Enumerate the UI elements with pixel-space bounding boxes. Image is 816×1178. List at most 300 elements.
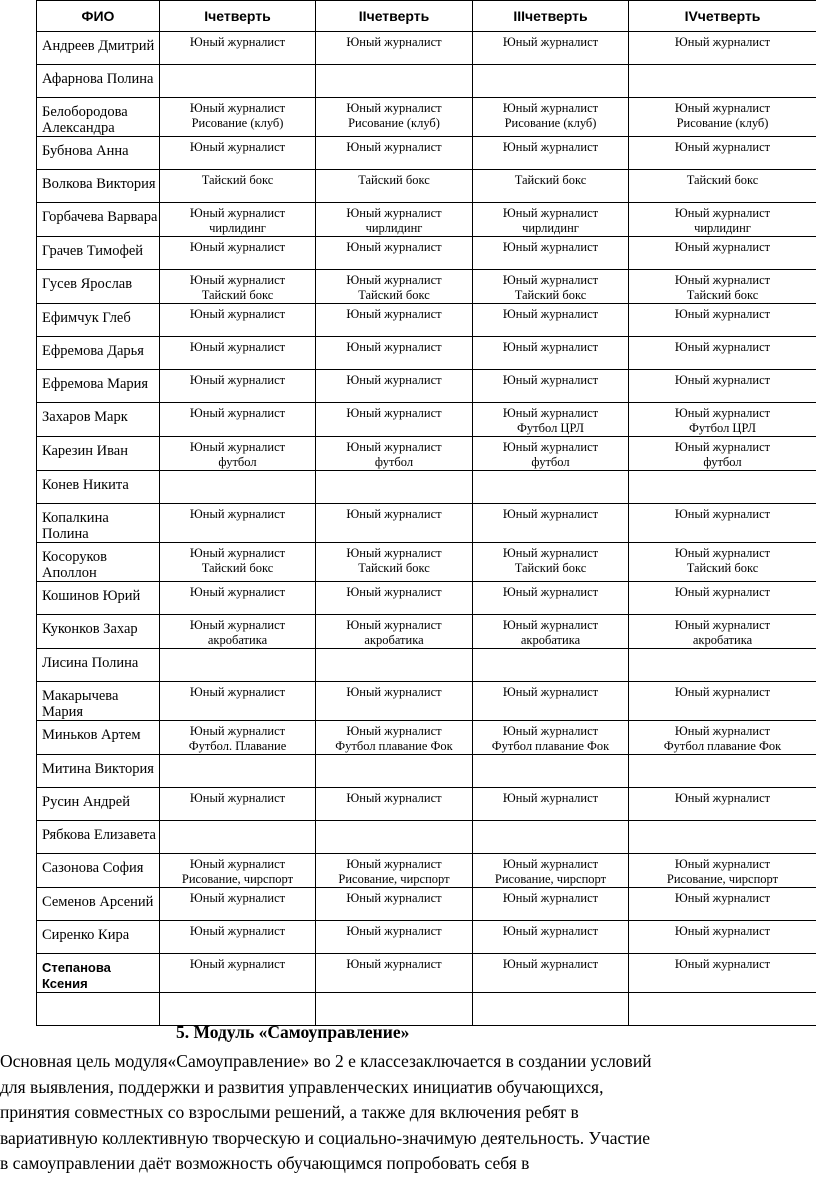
table-row xyxy=(37,98,816,137)
student-name-cell: Грачев Тимофей xyxy=(37,237,160,270)
quarter-3-activity-cell xyxy=(473,649,629,682)
student-name-cell: Русин Андрей xyxy=(37,788,160,821)
activity-text: Юный журналист xyxy=(674,924,771,938)
activity-text: Тайский бокс xyxy=(514,288,587,302)
activity-text: Юный журналист xyxy=(674,340,771,354)
table-row xyxy=(37,370,816,403)
activity-text: Юный журналист xyxy=(346,440,442,454)
quarter-3-activity-cell xyxy=(473,203,629,237)
student-name-cell: Ефимчук Глеб xyxy=(37,304,160,337)
activity-text: Тайский бокс xyxy=(358,173,430,187)
activity-text: Юный журналист xyxy=(346,240,442,254)
student-name-cell: Косоруков Аполлон xyxy=(37,543,160,582)
activity-text: Юный журналист xyxy=(674,585,771,599)
table-row xyxy=(37,921,816,954)
activity-text: Юный журналист xyxy=(189,307,286,321)
quarter-2-activity-cell xyxy=(316,682,473,721)
quarter-3-activity-cell xyxy=(473,543,629,582)
student-name-cell: Бубнова Анна xyxy=(37,137,160,170)
table-row xyxy=(37,304,816,337)
activity-text: Юный журналист xyxy=(189,406,286,420)
quarter-4-activity-cell xyxy=(629,32,816,65)
activity-text: Юный журналист xyxy=(189,685,286,699)
activity-text: Юный журналист xyxy=(346,546,442,560)
quarter-1-activity-cell xyxy=(160,649,316,682)
quarter-1-activity-cell xyxy=(160,921,316,954)
activity-text: Футбол плавание Фок xyxy=(663,739,782,753)
activity-text: Юный журналист xyxy=(189,240,286,254)
quarter-1-activity-cell xyxy=(160,721,316,755)
activity-text: Юный журналист xyxy=(346,35,442,49)
quarter-3-activity-cell xyxy=(473,788,629,821)
activity-text: Тайский бокс xyxy=(201,561,274,575)
activity-text: Тайский бокс xyxy=(686,561,759,575)
activity-text: Юный журналист xyxy=(674,35,771,49)
activity-text: Юный журналист xyxy=(674,957,771,971)
quarter-4-activity-cell xyxy=(629,304,816,337)
activity-text: футбол xyxy=(531,455,570,469)
activity-text: акробатика xyxy=(207,633,268,647)
activity-text: Юный журналист xyxy=(346,140,442,154)
quarter-1-activity-cell xyxy=(160,437,316,471)
quarter-4-activity-cell xyxy=(629,403,816,437)
activity-text: футбол xyxy=(374,455,414,469)
table-row xyxy=(37,65,816,98)
activity-text: футбол xyxy=(703,455,742,469)
activity-text: Рисование, чирспорт xyxy=(181,872,294,886)
quarter-1-activity-cell xyxy=(160,270,316,304)
table-row xyxy=(37,504,816,543)
table-row xyxy=(37,615,816,649)
quarter-1-activity-cell xyxy=(160,32,316,65)
quarter-1-activity-cell xyxy=(160,682,316,721)
quarter-2-activity-cell xyxy=(316,582,473,615)
paragraph-line: для выявления, поддержки и развития управленческих инициатив обучающихся, xyxy=(0,1076,604,1097)
activity-text: Юный журналист xyxy=(502,685,599,699)
activity-text: Юный журналист xyxy=(346,373,442,387)
activity-text: Тайский бокс xyxy=(358,288,430,302)
quarter-4-activity-cell xyxy=(629,137,816,170)
activity-text: Юный журналист xyxy=(189,546,286,560)
quarter-4-activity-cell xyxy=(629,888,816,921)
quarter-3-activity-cell xyxy=(473,921,629,954)
quarter-3-activity-cell xyxy=(473,304,629,337)
activity-text: Юный журналист xyxy=(502,240,599,254)
activity-text: Рисование, чирспорт xyxy=(666,872,779,886)
activity-text: Юный журналист xyxy=(346,340,442,354)
activity-text: Юный журналист xyxy=(674,273,771,287)
activity-text: Юный журналист xyxy=(346,891,442,905)
activity-text: Юный журналист xyxy=(674,618,771,632)
activity-text: Тайский бокс xyxy=(686,288,759,302)
activity-text: чирлидинг xyxy=(209,221,266,235)
student-name-cell: Афарнова Полина xyxy=(37,65,160,98)
activity-text: Футбол плавание Фок xyxy=(491,739,610,753)
activity-text: Юный журналист xyxy=(502,307,599,321)
table-row xyxy=(37,788,816,821)
quarter-2-activity-cell xyxy=(316,337,473,370)
quarter-2-activity-cell xyxy=(316,437,473,471)
activity-text: Рисование, чирспорт xyxy=(494,872,607,886)
student-name-cell: Захаров Марк xyxy=(37,403,160,437)
header-quarter-3: IIIчетверть xyxy=(473,1,629,32)
activity-text: Футбол ЦРЛ xyxy=(689,421,756,435)
quarter-4-activity-cell xyxy=(629,993,816,1026)
quarter-3-activity-cell xyxy=(473,582,629,615)
table-row xyxy=(37,682,816,721)
activity-text: Юный журналист xyxy=(346,685,442,699)
quarter-1-activity-cell xyxy=(160,888,316,921)
quarter-4-activity-cell xyxy=(629,337,816,370)
activity-text: Юный журналист xyxy=(502,206,599,220)
activity-text: Рисование (клуб) xyxy=(348,116,440,130)
student-name-cell: Митина Виктория xyxy=(37,755,160,788)
quarter-1-activity-cell xyxy=(160,504,316,543)
quarter-4-activity-cell xyxy=(629,954,816,993)
table-row xyxy=(37,170,816,203)
activity-text: Юный журналист xyxy=(502,791,599,805)
quarter-3-activity-cell xyxy=(473,137,629,170)
activity-text: Юный журналист xyxy=(674,724,771,738)
quarter-4-activity-cell xyxy=(629,98,816,137)
quarter-1-activity-cell xyxy=(160,788,316,821)
table-row xyxy=(37,337,816,370)
student-name-cell: Куконков Захар xyxy=(37,615,160,649)
quarter-2-activity-cell xyxy=(316,543,473,582)
quarter-3-activity-cell xyxy=(473,854,629,888)
quarter-2-activity-cell xyxy=(316,504,473,543)
activity-text: Юный журналист xyxy=(674,507,771,521)
activity-text: Футбол. Плавание xyxy=(188,739,287,753)
activity-text: Юный журналист xyxy=(674,373,771,387)
paragraph-line: вариативную коллективную творческую и социально-значимую деятельность. Участие xyxy=(0,1127,651,1148)
student-name-cell: Карезин Иван xyxy=(37,437,160,471)
activity-text: Юный журналист xyxy=(189,891,286,905)
activity-text: Тайский бокс xyxy=(514,561,587,575)
activity-text: Юный журналист xyxy=(502,507,599,521)
activity-text: футбол xyxy=(218,455,257,469)
table-row xyxy=(37,821,816,854)
quarter-1-activity-cell xyxy=(160,403,316,437)
quarter-3-activity-cell xyxy=(473,237,629,270)
quarter-1-activity-cell xyxy=(160,170,316,203)
student-name-cell: Степанова Ксения xyxy=(37,954,160,993)
activity-text: Юный журналист xyxy=(189,724,286,738)
student-name-cell: Волкова Виктория xyxy=(37,170,160,203)
activity-text: Юный журналист xyxy=(189,507,286,521)
section-heading: 5. Модуль «Самоуправление» xyxy=(176,1022,410,1042)
activity-text: Юный журналист xyxy=(189,273,286,287)
quarter-4-activity-cell xyxy=(629,65,816,98)
table-header-row xyxy=(37,1,816,32)
quarter-1-activity-cell xyxy=(160,615,316,649)
activity-text: Юный журналист xyxy=(502,924,599,938)
activity-text: чирлидинг xyxy=(522,221,579,235)
quarter-1-activity-cell xyxy=(160,370,316,403)
activity-text: чирлидинг xyxy=(365,221,423,235)
quarter-2-activity-cell xyxy=(316,237,473,270)
student-name-cell: Кошинов Юрий xyxy=(37,582,160,615)
activity-text: Юный журналист xyxy=(346,406,442,420)
activity-text: Юный журналист xyxy=(674,685,771,699)
quarter-3-activity-cell xyxy=(473,370,629,403)
quarter-4-activity-cell xyxy=(629,437,816,471)
activity-text: Юный журналист xyxy=(346,101,442,115)
activity-text: Рисование, чирспорт xyxy=(338,872,450,886)
student-name-cell: Макарычева Мария xyxy=(37,682,160,721)
activity-text: Юный журналист xyxy=(346,273,442,287)
quarter-2-activity-cell xyxy=(316,170,473,203)
quarter-1-activity-cell xyxy=(160,755,316,788)
quarter-3-activity-cell xyxy=(473,682,629,721)
paragraph-line: принятия совместных со взрослыми решений, а также для включения ребят в xyxy=(0,1102,579,1122)
quarter-1-activity-cell xyxy=(160,137,316,170)
quarter-3-activity-cell xyxy=(473,721,629,755)
quarter-2-activity-cell xyxy=(316,370,473,403)
quarter-3-activity-cell xyxy=(473,403,629,437)
table-row xyxy=(37,237,816,270)
activity-text: Юный журналист xyxy=(189,957,286,971)
activity-text: Юный журналист xyxy=(502,373,599,387)
quarter-2-activity-cell xyxy=(316,993,473,1026)
activity-text: Юный журналист xyxy=(189,791,286,805)
student-name-cell: Андреев Дмитрий xyxy=(37,32,160,65)
quarter-1-activity-cell xyxy=(160,993,316,1026)
quarter-1-activity-cell xyxy=(160,582,316,615)
quarter-2-activity-cell xyxy=(316,954,473,993)
quarter-3-activity-cell xyxy=(473,437,629,471)
activity-text: Юный журналист xyxy=(346,307,442,321)
quarter-2-activity-cell xyxy=(316,270,473,304)
quarter-1-activity-cell xyxy=(160,821,316,854)
paragraph-line: Основная цель модуля«Самоуправление» во 2 е классезаключается в создании условий xyxy=(0,1051,652,1071)
quarter-3-activity-cell xyxy=(473,471,629,504)
activity-text: Юный журналист xyxy=(502,585,599,599)
activity-text: Юный журналист xyxy=(189,924,286,938)
student-name-cell: Лисина Полина xyxy=(37,649,160,682)
quarter-1-activity-cell xyxy=(160,65,316,98)
quarter-3-activity-cell xyxy=(473,270,629,304)
quarter-4-activity-cell xyxy=(629,682,816,721)
activity-text: Юный журналист xyxy=(502,724,599,738)
quarter-1-activity-cell xyxy=(160,854,316,888)
quarter-2-activity-cell xyxy=(316,755,473,788)
table-body xyxy=(37,32,816,1026)
activity-text: Юный журналист xyxy=(502,891,599,905)
activity-text: Юный журналист xyxy=(346,618,442,632)
quarter-3-activity-cell xyxy=(473,170,629,203)
quarter-4-activity-cell xyxy=(629,203,816,237)
quarter-4-activity-cell xyxy=(629,543,816,582)
activity-text: Юный журналист xyxy=(189,340,286,354)
activity-text: Юный журналист xyxy=(502,340,599,354)
quarter-3-activity-cell xyxy=(473,504,629,543)
activity-text: Юный журналист xyxy=(346,791,442,805)
activity-text: Юный журналист xyxy=(502,406,599,420)
quarter-2-activity-cell xyxy=(316,471,473,504)
activity-text: Юный журналист xyxy=(502,140,599,154)
student-name-cell: Миньков Артем xyxy=(37,721,160,755)
quarter-4-activity-cell xyxy=(629,582,816,615)
table-row xyxy=(37,137,816,170)
student-name-cell: Сиренко Кира xyxy=(37,921,160,954)
quarter-3-activity-cell xyxy=(473,993,629,1026)
activity-text: Юный журналист xyxy=(346,957,442,971)
quarter-2-activity-cell xyxy=(316,649,473,682)
quarter-2-activity-cell xyxy=(316,788,473,821)
header-fio: ФИО xyxy=(37,1,160,32)
quarter-4-activity-cell xyxy=(629,471,816,504)
activity-text: Юный журналист xyxy=(674,891,771,905)
student-name-cell: Копалкина Полина xyxy=(37,504,160,543)
section-paragraph xyxy=(0,1049,816,1177)
quarter-1-activity-cell xyxy=(160,471,316,504)
activity-text: Юный журналист xyxy=(502,857,599,871)
quarter-4-activity-cell xyxy=(629,504,816,543)
table-row xyxy=(37,888,816,921)
activity-text: Юный журналист xyxy=(502,273,599,287)
quarter-4-activity-cell xyxy=(629,821,816,854)
quarter-4-activity-cell xyxy=(629,721,816,755)
activity-text: Юный журналист xyxy=(674,240,771,254)
activity-text: Тайский бокс xyxy=(358,561,430,575)
student-name-cell: Ефремова Дарья xyxy=(37,337,160,370)
quarter-2-activity-cell xyxy=(316,888,473,921)
table-row xyxy=(37,649,816,682)
quarter-4-activity-cell xyxy=(629,854,816,888)
quarter-2-activity-cell xyxy=(316,921,473,954)
quarter-3-activity-cell xyxy=(473,615,629,649)
activity-text: Юный журналист xyxy=(189,618,286,632)
activity-text: акробатика xyxy=(520,633,581,647)
quarter-2-activity-cell xyxy=(316,203,473,237)
quarter-3-activity-cell xyxy=(473,821,629,854)
quarter-4-activity-cell xyxy=(629,270,816,304)
activity-text: Юный журналист xyxy=(189,140,286,154)
activity-text: Рисование (клуб) xyxy=(676,116,769,130)
quarter-3-activity-cell xyxy=(473,32,629,65)
activity-text: акробатика xyxy=(692,633,753,647)
activity-text: Юный журналист xyxy=(346,724,442,738)
quarter-2-activity-cell xyxy=(316,65,473,98)
quarter-4-activity-cell xyxy=(629,170,816,203)
quarter-4-activity-cell xyxy=(629,237,816,270)
quarter-3-activity-cell xyxy=(473,888,629,921)
table-row xyxy=(37,721,816,755)
student-name-cell: Ефремова Мария xyxy=(37,370,160,403)
activity-text: Юный журналист xyxy=(674,101,771,115)
quarter-2-activity-cell xyxy=(316,32,473,65)
activity-text: Юный журналист xyxy=(502,957,599,971)
activity-text: Юный журналист xyxy=(346,507,442,521)
activity-text: Тайский бокс xyxy=(201,173,274,187)
activity-text: Юный журналист xyxy=(189,206,286,220)
activity-text: Юный журналист xyxy=(189,101,286,115)
quarter-1-activity-cell xyxy=(160,98,316,137)
activity-text: Юный журналист xyxy=(346,206,442,220)
quarter-1-activity-cell xyxy=(160,954,316,993)
quarter-2-activity-cell xyxy=(316,821,473,854)
quarter-2-activity-cell xyxy=(316,98,473,137)
table-row xyxy=(37,403,816,437)
activity-text: Тайский бокс xyxy=(201,288,274,302)
activity-text: Юный журналист xyxy=(674,206,771,220)
table-row xyxy=(37,582,816,615)
table-row xyxy=(37,471,816,504)
student-name-cell: Белобородова Александра xyxy=(37,98,160,137)
activity-text: Рисование (клуб) xyxy=(191,116,284,130)
activity-text: Юный журналист xyxy=(502,440,599,454)
table-row xyxy=(37,993,816,1026)
activity-text: Юный журналист xyxy=(189,857,286,871)
activity-text: Юный журналист xyxy=(502,618,599,632)
table-row xyxy=(37,755,816,788)
student-name-cell: Горбачева Варвара xyxy=(37,203,160,237)
activity-text: Юный журналист xyxy=(674,857,771,871)
quarter-2-activity-cell xyxy=(316,615,473,649)
header-quarter-2: IIчетверть xyxy=(316,1,473,32)
quarter-4-activity-cell xyxy=(629,370,816,403)
activities-table xyxy=(36,0,816,1026)
quarter-1-activity-cell xyxy=(160,203,316,237)
header-quarter-4: IVчетверть xyxy=(629,1,816,32)
activity-text: Юный журналист xyxy=(189,585,286,599)
table-row xyxy=(37,954,816,993)
paragraph-line: в самоуправлении даёт возможность обучающимся попробовать себя в xyxy=(0,1153,530,1173)
student-name-cell: Сазонова София xyxy=(37,854,160,888)
activity-text: Юный журналист xyxy=(674,307,771,321)
quarter-1-activity-cell xyxy=(160,543,316,582)
activity-text: Тайский бокс xyxy=(686,173,759,187)
quarter-1-activity-cell xyxy=(160,304,316,337)
student-name-cell: Гусев Ярослав xyxy=(37,270,160,304)
activity-text: Юный журналист xyxy=(189,35,286,49)
quarter-2-activity-cell xyxy=(316,304,473,337)
quarter-4-activity-cell xyxy=(629,921,816,954)
activity-text: Юный журналист xyxy=(502,35,599,49)
table-row xyxy=(37,270,816,304)
activity-text: Юный журналист xyxy=(674,440,771,454)
activity-text: Юный журналист xyxy=(674,791,771,805)
quarter-3-activity-cell xyxy=(473,65,629,98)
table-row xyxy=(37,32,816,65)
quarter-2-activity-cell xyxy=(316,403,473,437)
header-quarter-1: Iчетверть xyxy=(160,1,316,32)
quarter-3-activity-cell xyxy=(473,98,629,137)
quarter-3-activity-cell xyxy=(473,337,629,370)
student-name-cell: Рябкова Елизавета xyxy=(37,821,160,854)
table-row xyxy=(37,543,816,582)
activity-text: Юный журналист xyxy=(502,546,599,560)
quarter-4-activity-cell xyxy=(629,788,816,821)
activity-text: Юный журналист xyxy=(674,546,771,560)
activity-text: Юный журналист xyxy=(674,140,771,154)
student-name-cell xyxy=(37,993,160,1026)
quarter-2-activity-cell xyxy=(316,854,473,888)
table-row xyxy=(37,203,816,237)
activity-text: Юный журналист xyxy=(346,585,442,599)
activity-text: Рисование (клуб) xyxy=(504,116,597,130)
quarter-4-activity-cell xyxy=(629,615,816,649)
student-name-cell: Семенов Арсений xyxy=(37,888,160,921)
table-row xyxy=(37,854,816,888)
activity-text: Юный журналист xyxy=(346,924,442,938)
quarter-2-activity-cell xyxy=(316,721,473,755)
quarter-1-activity-cell xyxy=(160,337,316,370)
table-row xyxy=(37,437,816,471)
student-name-cell: Конев Никита xyxy=(37,471,160,504)
activity-text: Футбол плавание Фок xyxy=(335,739,453,753)
